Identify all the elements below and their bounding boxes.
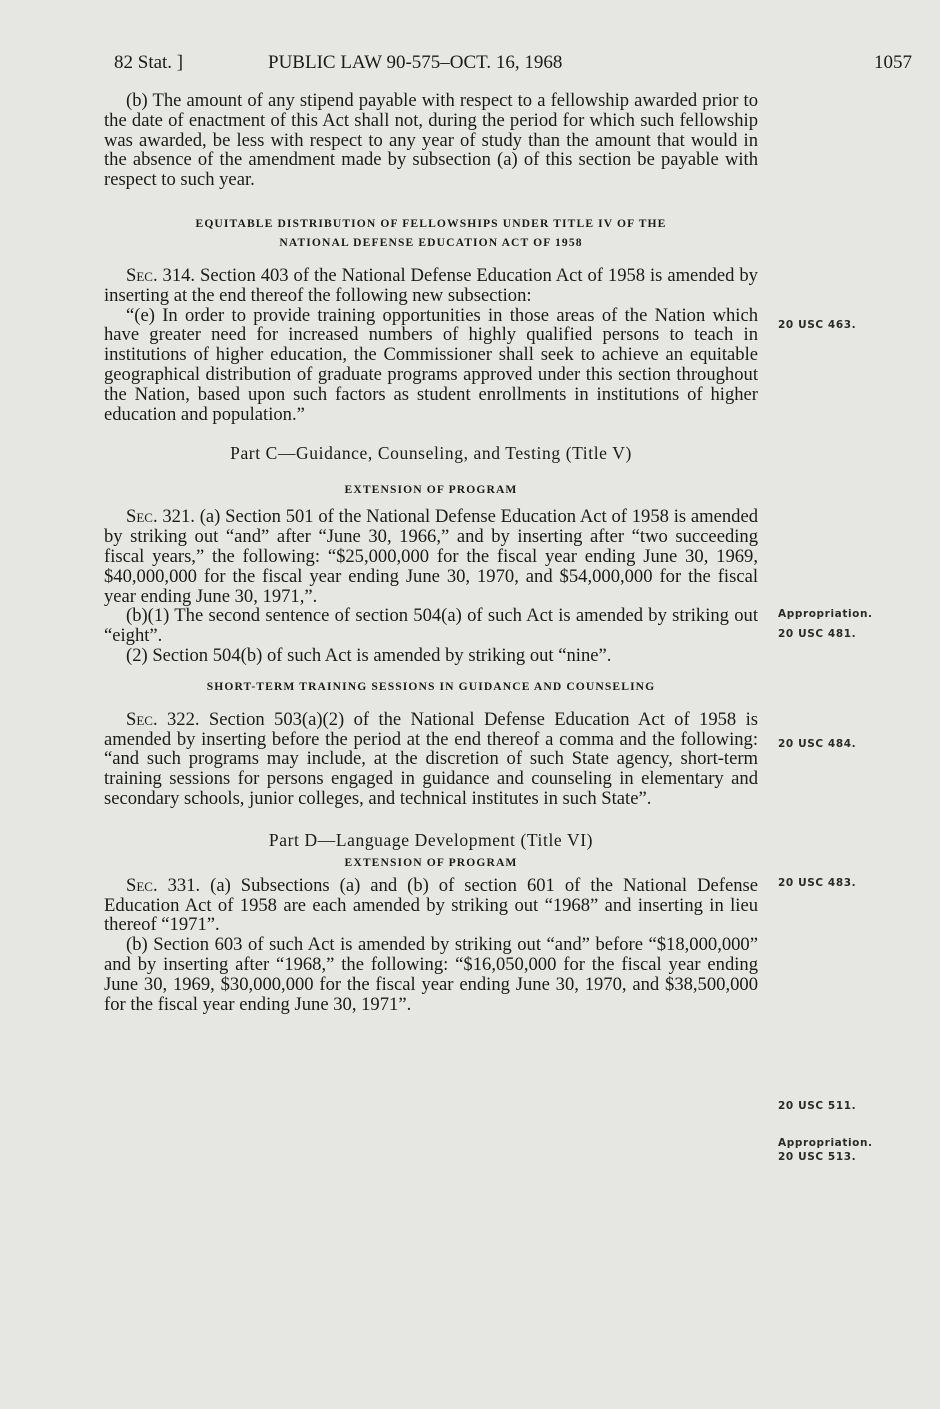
margin-note-20-usc-513: 20 USC 513. bbox=[778, 1151, 857, 1163]
section-314 bbox=[104, 266, 758, 306]
section-331 bbox=[104, 876, 758, 935]
main-text-column bbox=[104, 91, 758, 1014]
margin-note-20-usc-483: 20 USC 483. bbox=[778, 877, 857, 889]
section-321 bbox=[104, 507, 758, 606]
section-314-quoted-subsection: “(e) In order to provide training opportunities in those areas of the Nation which have greater need for increased numbers of highly qualified persons to teach in institutions of higher education, the Commissioner shall seek to achieve an equitable geographical distribution of graduate programs approved under this section throughout the Nation, based upon such factors as student enrollments in institutions of higher education and population.” bbox=[104, 304, 758, 425]
section-text: (a) Subsections (a) and (b) of section 601 of the National Defense Education Act of 1958 are each amended by striking out “1968” and inserting in lieu thereof “1971”. bbox=[104, 874, 759, 936]
margin-note-20-usc-481: 20 USC 481. bbox=[778, 628, 857, 640]
margin-note-20-usc-484: 20 USC 484. bbox=[778, 738, 857, 750]
section-heading-extension-of-program: EXTENSION OF PROGRAM bbox=[344, 483, 518, 497]
section-text: Section 503(a)(2) of the National Defense Education Act of 1958 is amended by inserting before the period at the end thereof a comma and the following: “and such programs may include, at the discretion of such State agency, short-term training sessions for persons engaged in guidance and counseling in elementary and secondary schools, junior colleges, and technical institutes in such State”. bbox=[104, 708, 758, 809]
page-header bbox=[100, 52, 912, 80]
section-heading-equitable-distribution bbox=[104, 214, 758, 252]
part-d-heading: Part D—Language Development (Title VI) bbox=[268, 829, 594, 850]
section-text: Section 403 of the National Defense Education Act of 1958 is amended by inserting at the end thereof the following new subsection: bbox=[104, 264, 758, 306]
section-heading-short-term-training: SHORT-TERM TRAINING SESSIONS IN GUIDANCE AND COUNSELING bbox=[206, 679, 656, 693]
section-321-b-2: (2) Section 504(b) of such Act is amended by striking out “nine”. bbox=[126, 644, 612, 666]
part-c-heading: Part C—Guidance, Counseling, and Testing (Title V) bbox=[230, 443, 632, 464]
paragraph-stipend: (b) The amount of any stipend payable with respect to a fellowship awarded prior to the date of enactment of this Act shall not, during the period for which such fellowship was awarded, be less with respect to any year of study than the amount that would in the absence of the amendment made by subsection (a) of this section be payable with respect to such year. bbox=[104, 90, 758, 191]
heading-line-2: NATIONAL DEFENSE EDUCATION ACT OF 1958 bbox=[279, 235, 583, 249]
section-321-b-1: (b)(1) The second sentence of section 504(a) of such Act is amended by striking out “eight”. bbox=[104, 605, 758, 647]
section-heading-extension-of-program-2: EXTENSION OF PROGRAM bbox=[344, 855, 518, 869]
margin-note-appropriation: Appropriation. bbox=[778, 608, 873, 620]
section-331-b: (b) Section 603 of such Act is amended by striking out “and” before “$18,000,000” and by inserting after “1968,” the following: “$16,050,000 for the fiscal year ending June 30, 1969, $30,000,000 for the fiscal year ending June 30, 1970, and $38,500,000 for the fiscal year ending June 30, 1971”. bbox=[104, 934, 758, 1015]
public-law-title: PUBLIC LAW 90-575–OCT. 16, 1968 bbox=[268, 52, 563, 73]
page-number: 1057 bbox=[874, 52, 912, 73]
statute-volume: 82 Stat. ] bbox=[114, 52, 184, 73]
section-322 bbox=[104, 710, 758, 809]
section-label: Sec. 322. bbox=[126, 708, 200, 730]
section-label: Sec. 321. bbox=[126, 506, 195, 528]
section-label: Sec. 331. bbox=[126, 874, 201, 896]
margin-note-appropriation-2: Appropriation. bbox=[778, 1137, 873, 1149]
margin-note-20-usc-511: 20 USC 511. bbox=[778, 1100, 857, 1112]
margin-note-20-usc-463: 20 USC 463. bbox=[778, 319, 857, 331]
section-label: Sec. 314. bbox=[126, 264, 196, 286]
heading-line-1: EQUITABLE DISTRIBUTION OF FELLOWSHIPS UNDER TITLE IV OF THE bbox=[195, 216, 667, 230]
section-text: (a) Section 501 of the National Defense Education Act of 1958 is amended by striking out “and” after “June 30, 1966,” and by inserting after “two succeeding fiscal years,” the following: “$25,000,000 for the fiscal year ending June 30, 1969, $40,000,000 for the fiscal year ending June 30, 1970, and $54,000,000 for the fiscal year ending June 30, 1971,”. bbox=[104, 506, 758, 607]
